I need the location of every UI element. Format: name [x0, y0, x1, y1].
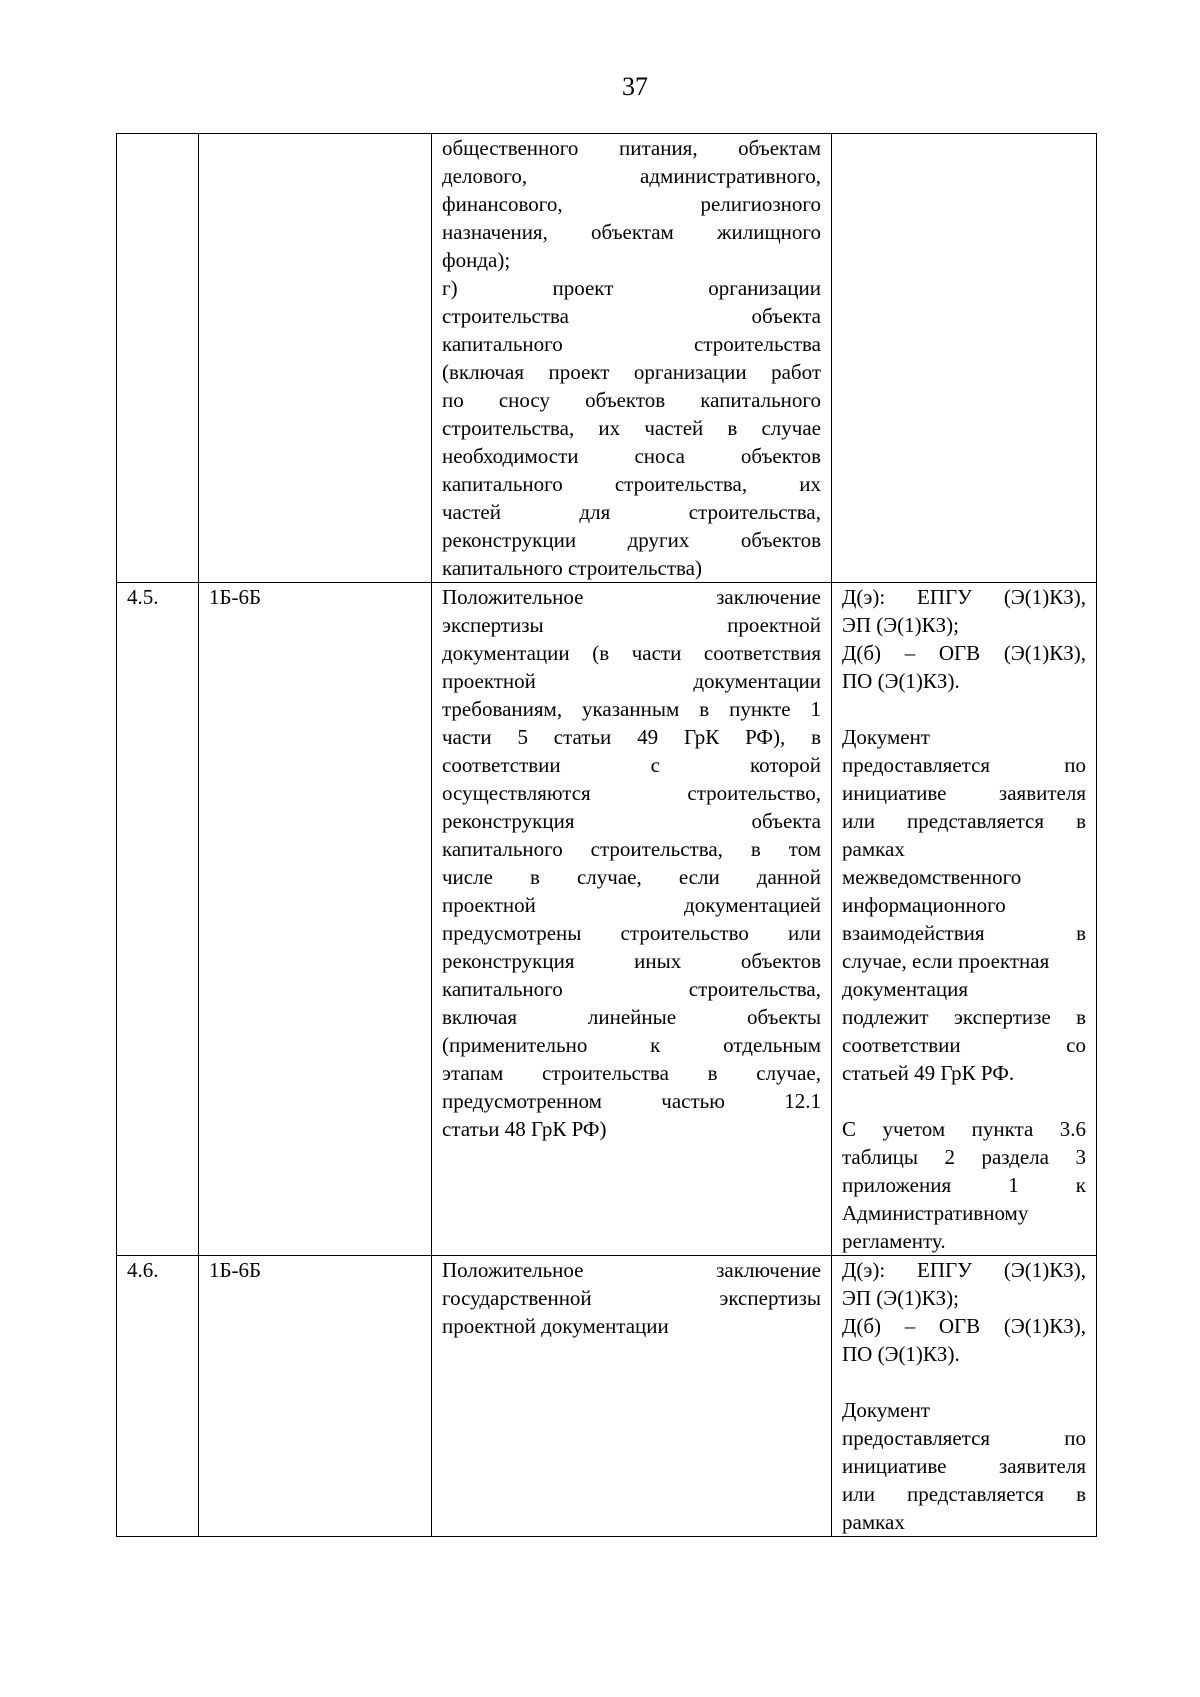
notes-line: Административному — [842, 1201, 1029, 1225]
notes-line: межведомственного — [842, 865, 1022, 889]
description-line: Положительное заключение — [442, 1258, 821, 1282]
description-line: (включая проект организации работ — [442, 360, 821, 384]
notes-line: Д(э): ЕПГУ (Э(1)КЗ), — [842, 585, 1086, 609]
description-line: проектной документации — [442, 1314, 669, 1338]
description-line: фонда); — [442, 248, 511, 272]
description-line: строительства объекта — [442, 304, 821, 328]
notes-line: предоставляется по — [842, 753, 1086, 777]
notes-line: ЭП (Э(1)КЗ); — [842, 613, 959, 637]
notes-line: регламенту. — [842, 1229, 946, 1253]
description-line: реконструкции других объектов — [442, 528, 821, 552]
notes-line: или представляется в — [842, 809, 1086, 833]
description-line: финансового, религиозного — [442, 192, 821, 216]
description-line: строительства, их частей в случае — [442, 416, 821, 440]
document-description-cell — [432, 134, 832, 583]
notes-line: взаимодействия в — [842, 921, 1086, 945]
notes-line: статьей 49 ГрК РФ. — [842, 1061, 1015, 1085]
notes-line: предоставляется по — [842, 1426, 1086, 1450]
description-line: числе в случае, если данной — [442, 865, 821, 889]
description-line: реконструкция иных объектов — [442, 949, 821, 973]
submission-notes-cell — [832, 134, 1097, 583]
notes-line — [842, 1087, 1086, 1115]
description-line: соответствии с которой — [442, 753, 821, 777]
description-line: делового, административного, — [442, 164, 821, 188]
notes-line: рамках — [842, 1510, 905, 1534]
notes-line — [842, 1368, 1086, 1396]
description-line: статьи 48 ГрК РФ) — [442, 1117, 607, 1141]
description-line: реконструкция объекта — [442, 809, 821, 833]
notes-line: подлежит экспертизе в — [842, 1005, 1086, 1029]
notes-line: приложения 1 к — [842, 1173, 1086, 1197]
description-line: предусмотренном частью 12.1 — [442, 1089, 821, 1113]
notes-line: случае, если проектная — [842, 949, 1050, 973]
notes-line: Д(э): ЕПГУ (Э(1)КЗ), — [842, 1258, 1086, 1282]
description-line: г) проект организации — [442, 276, 821, 300]
category-code-cell — [199, 134, 432, 583]
document-table — [116, 133, 1097, 1537]
description-line: общественного питания, объектам — [442, 136, 821, 160]
row-number-cell — [117, 134, 199, 583]
description-line: частей для строительства, — [442, 500, 821, 524]
category-code-cell: 1Б-6Б — [199, 583, 432, 1256]
description-line: по сносу объектов капитального — [442, 388, 821, 412]
description-line: назначения, объектам жилищного — [442, 220, 821, 244]
description-line: документации (в части соответствия — [442, 641, 821, 665]
description-line: капитального строительства, в том — [442, 837, 821, 861]
notes-line: или представляется в — [842, 1482, 1086, 1506]
row-number-cell: 4.5. — [117, 583, 199, 1256]
document-description-cell — [432, 1256, 832, 1537]
description-line: этапам строительства в случае, — [442, 1061, 821, 1085]
description-line: капитального строительства — [442, 332, 821, 356]
description-line: Положительное заключение — [442, 585, 821, 609]
description-line: проектной документации — [442, 669, 821, 693]
category-code-cell: 1Б-6Б — [199, 1256, 432, 1537]
notes-line: Д(б) – ОГВ (Э(1)КЗ), — [842, 641, 1086, 665]
description-line: капитального строительства, их — [442, 472, 821, 496]
notes-line: Документ — [842, 1398, 930, 1422]
description-line: капитального строительства, — [442, 977, 821, 1001]
description-line: требованиям, указанным в пункте 1 — [442, 697, 821, 721]
description-line: осуществляются строительство, — [442, 781, 821, 805]
submission-notes-cell — [832, 1256, 1097, 1537]
description-line: необходимости сноса объектов — [442, 444, 821, 468]
notes-line: ПО (Э(1)КЗ). — [842, 669, 960, 693]
row-number-cell: 4.6. — [117, 1256, 199, 1537]
description-line: проектной документацией — [442, 893, 821, 917]
description-line: экспертизы проектной — [442, 613, 821, 637]
description-line: части 5 статьи 49 ГрК РФ), в — [442, 725, 821, 749]
description-line: (применительно к отдельным — [442, 1033, 821, 1057]
notes-line: С учетом пункта 3.6 — [842, 1117, 1086, 1141]
document-description-cell — [432, 583, 832, 1256]
notes-line: Документ — [842, 725, 930, 749]
notes-line: инициативе заявителя — [842, 781, 1086, 805]
notes-line: Д(б) – ОГВ (Э(1)КЗ), — [842, 1314, 1086, 1338]
description-line: капитального строительства) — [442, 556, 702, 580]
table-row — [117, 583, 1097, 1256]
notes-line: таблицы 2 раздела 3 — [842, 1145, 1086, 1169]
notes-line: документация — [842, 977, 969, 1001]
description-line: включая линейные объекты — [442, 1005, 821, 1029]
table-row — [117, 1256, 1097, 1537]
notes-line: инициативе заявителя — [842, 1454, 1086, 1478]
submission-notes-cell — [832, 583, 1097, 1256]
table-row — [117, 134, 1097, 583]
notes-line: ЭП (Э(1)КЗ); — [842, 1286, 959, 1310]
notes-line: рамках — [842, 837, 905, 861]
description-line: предусмотрены строительство или — [442, 921, 821, 945]
notes-line: соответствии со — [842, 1033, 1086, 1057]
notes-line — [842, 695, 1086, 723]
notes-line: информационного — [842, 893, 1006, 917]
description-line: государственной экспертизы — [442, 1286, 821, 1310]
notes-line: ПО (Э(1)КЗ). — [842, 1342, 960, 1366]
page-number: 37 — [622, 72, 648, 101]
